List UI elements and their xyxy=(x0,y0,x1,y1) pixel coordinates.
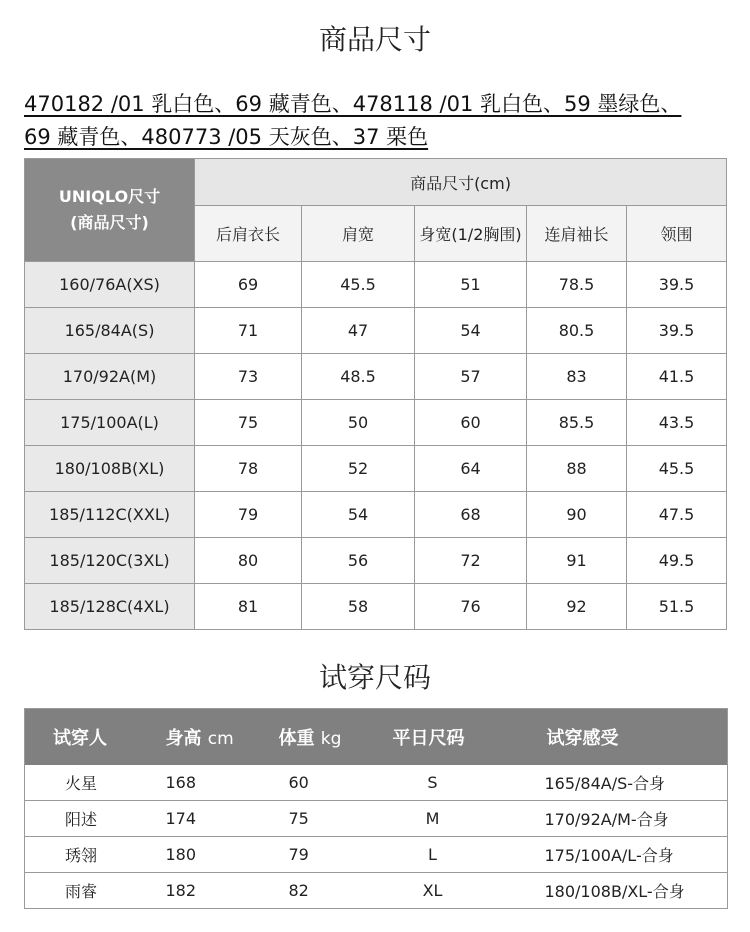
measurement-cell: 91 xyxy=(527,538,627,584)
trial-height-cell: 168 xyxy=(138,765,251,801)
color-variants xyxy=(24,88,734,154)
measurement-cell: 64 xyxy=(415,446,527,492)
trial-person-cell: 琇翎 xyxy=(25,837,138,873)
color-variants-line: 69 藏青色、480773 /05 天灰色、37 栗色 xyxy=(24,125,429,149)
trial-table xyxy=(24,708,728,909)
measurement-cell: 73 xyxy=(195,354,302,400)
measurement-cell: 50 xyxy=(302,400,415,446)
measurement-cell: 47.5 xyxy=(627,492,727,538)
size-label-cell: 185/128C(4XL) xyxy=(25,584,195,630)
trial-header-usual-size: 平日尺码 xyxy=(363,709,533,766)
measurement-cell: 80 xyxy=(195,538,302,584)
trial-feel-cell: 165/84A/S-合身 xyxy=(533,765,728,801)
measurement-cell: 72 xyxy=(415,538,527,584)
measurement-cell: 79 xyxy=(195,492,302,538)
measurement-cell: 51 xyxy=(415,262,527,308)
measurement-cell: 51.5 xyxy=(627,584,727,630)
measurement-cell: 56 xyxy=(302,538,415,584)
size-label-cell: 185/112C(XXL) xyxy=(25,492,195,538)
measurement-cell: 78.5 xyxy=(527,262,627,308)
measurement-cell: 57 xyxy=(415,354,527,400)
size-table-row xyxy=(25,538,727,584)
size-table-group-header: 商品尺寸(cm) xyxy=(195,159,727,206)
trial-person-cell: 阳述 xyxy=(25,801,138,837)
measurement-cell: 41.5 xyxy=(627,354,727,400)
measurement-cell: 92 xyxy=(527,584,627,630)
trial-weight-cell: 60 xyxy=(251,765,363,801)
measurement-cell: 54 xyxy=(415,308,527,354)
trial-person-cell: 雨睿 xyxy=(25,873,138,909)
column-header: 肩宽 xyxy=(302,206,415,262)
size-table-row xyxy=(25,308,727,354)
size-table-row xyxy=(25,354,727,400)
size-label-cell: 160/76A(XS) xyxy=(25,262,195,308)
measurement-cell: 75 xyxy=(195,400,302,446)
trial-feel-cell: 175/100A/L-合身 xyxy=(533,837,728,873)
trial-weight-cell: 75 xyxy=(251,801,363,837)
measurement-cell: 49.5 xyxy=(627,538,727,584)
measurement-cell: 76 xyxy=(415,584,527,630)
measurement-cell: 45.5 xyxy=(302,262,415,308)
trial-usual-size-cell: M xyxy=(363,801,533,837)
size-table xyxy=(24,158,727,630)
trial-table-row xyxy=(25,765,728,801)
trial-usual-size-cell: L xyxy=(363,837,533,873)
trial-header-weight-unit: kg xyxy=(320,729,342,749)
size-table-row xyxy=(25,262,727,308)
brand-header-line: (商品尺寸) xyxy=(70,213,149,232)
size-table-row xyxy=(25,446,727,492)
column-header: 后肩衣长 xyxy=(195,206,302,262)
trial-header-person: 试穿人 xyxy=(25,709,138,766)
trial-feel-cell: 180/108B/XL-合身 xyxy=(533,873,728,909)
trial-height-cell: 182 xyxy=(138,873,251,909)
size-table-brand-header xyxy=(25,159,195,262)
brand-header-line: UNIQLO尺寸 xyxy=(58,187,161,206)
measurement-cell: 80.5 xyxy=(527,308,627,354)
trial-usual-size-cell: S xyxy=(363,765,533,801)
measurement-cell: 71 xyxy=(195,308,302,354)
size-table-row xyxy=(25,492,727,538)
trial-table-row xyxy=(25,837,728,873)
trial-weight-cell: 82 xyxy=(251,873,363,909)
measurement-cell: 90 xyxy=(527,492,627,538)
measurement-cell: 88 xyxy=(527,446,627,492)
trial-header-weight-label: 体重 xyxy=(278,728,315,749)
trial-height-cell: 180 xyxy=(138,837,251,873)
measurement-cell: 83 xyxy=(527,354,627,400)
measurement-cell: 48.5 xyxy=(302,354,415,400)
trial-usual-size-cell: XL xyxy=(363,873,533,909)
measurement-cell: 60 xyxy=(415,400,527,446)
trial-table-row xyxy=(25,801,728,837)
column-header: 身宽(1/2胸围) xyxy=(415,206,527,262)
size-label-cell: 175/100A(L) xyxy=(25,400,195,446)
measurement-cell: 39.5 xyxy=(627,262,727,308)
measurement-cell: 58 xyxy=(302,584,415,630)
measurement-cell: 39.5 xyxy=(627,308,727,354)
trial-person-cell: 火星 xyxy=(25,765,138,801)
measurement-cell: 69 xyxy=(195,262,302,308)
trial-feel-cell: 170/92A/M-合身 xyxy=(533,801,728,837)
measurement-cell: 43.5 xyxy=(627,400,727,446)
measurement-cell: 54 xyxy=(302,492,415,538)
column-header: 领围 xyxy=(627,206,727,262)
size-chart-title: 商品尺寸 xyxy=(318,23,431,56)
trial-size-title: 试穿尺码 xyxy=(318,661,431,694)
trial-header-height-unit: cm xyxy=(207,729,234,749)
size-label-cell: 170/92A(M) xyxy=(25,354,195,400)
measurement-cell: 47 xyxy=(302,308,415,354)
size-label-cell: 165/84A(S) xyxy=(25,308,195,354)
measurement-cell: 78 xyxy=(195,446,302,492)
size-label-cell: 180/108B(XL) xyxy=(25,446,195,492)
column-header: 连肩袖长 xyxy=(527,206,627,262)
size-table-row xyxy=(25,584,727,630)
measurement-cell: 52 xyxy=(302,446,415,492)
trial-table-row xyxy=(25,873,728,909)
trial-header-height xyxy=(138,709,251,766)
color-variants-line: 470182 /01 乳白色、69 藏青色、478118 /01 乳白色、59 墨绿色、 xyxy=(24,92,682,116)
trial-header-feel: 试穿感受 xyxy=(533,709,728,766)
measurement-cell: 81 xyxy=(195,584,302,630)
measurement-cell: 45.5 xyxy=(627,446,727,492)
size-label-cell: 185/120C(3XL) xyxy=(25,538,195,584)
trial-height-cell: 174 xyxy=(138,801,251,837)
measurement-cell: 68 xyxy=(415,492,527,538)
size-table-row xyxy=(25,400,727,446)
measurement-cell: 85.5 xyxy=(527,400,627,446)
trial-header-weight xyxy=(251,709,363,766)
trial-weight-cell: 79 xyxy=(251,837,363,873)
trial-header-height-label: 身高 xyxy=(165,728,202,749)
